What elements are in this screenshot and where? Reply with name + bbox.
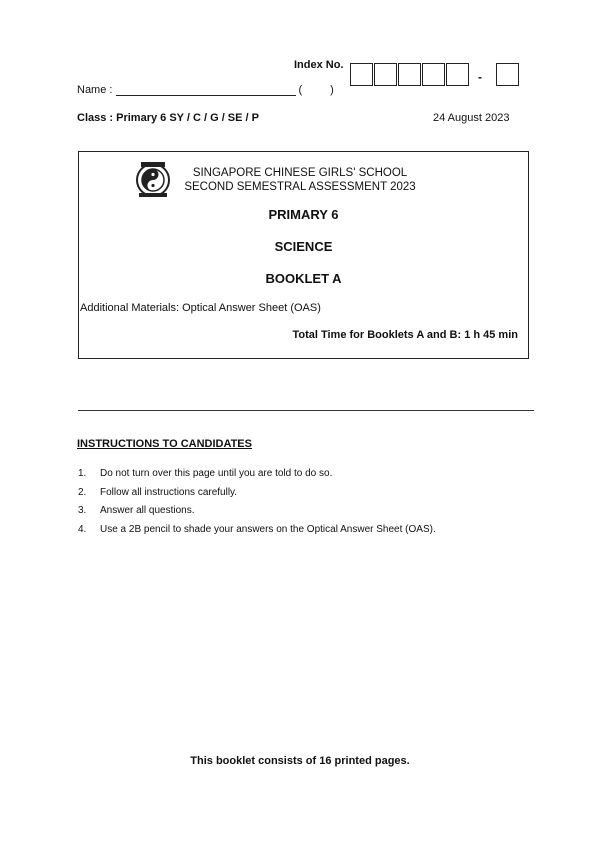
instruction-number: 2. [78,486,87,498]
additional-materials: Additional Materials: Optical Answer Sheet (OAS) [80,302,321,314]
subject-title: SCIENCE [274,239,333,254]
index-suffix-box[interactable] [496,63,519,86]
booklet-title: BOOKLET A [265,271,342,286]
instructions-heading: INSTRUCTIONS TO CANDIDATES [77,438,252,450]
instruction-text: Use a 2B pencil to shade your answers on the Optical Answer Sheet (OAS). [100,523,436,535]
index-digit-box[interactable] [446,63,469,86]
index-digit-box[interactable] [398,63,421,86]
level-title: PRIMARY 6 [268,207,339,222]
instruction-number: 4. [78,523,87,535]
register-number-close-paren: ) [330,84,334,96]
index-digit-box[interactable] [350,63,373,86]
instruction-item [78,524,436,543]
instruction-number: 3. [78,505,87,516]
index-digit-box[interactable] [374,63,397,86]
instruction-item [78,505,436,524]
divider-line [78,410,534,411]
class-line: Class : Primary 6 SY / C / G / SE / P [77,112,259,124]
instruction-item [78,487,436,506]
instruction-number: 1. [78,468,87,479]
index-dash: - [478,70,482,84]
total-time: Total Time for Booklets A and B: 1 h 45 min [292,329,518,341]
index-number-boxes[interactable] [350,63,470,86]
assessment-name: SECOND SEMESTRAL ASSESSMENT 2023 [184,181,416,193]
instructions-list [78,468,436,542]
instruction-text: Answer all questions. [100,505,195,516]
index-digit-box[interactable] [422,63,445,86]
instruction-text: Do not turn over this page until you are told to do so. [100,468,333,479]
name-field-line[interactable] [116,85,296,96]
register-number-open-paren: ( [298,84,303,96]
exam-date: 24 August 2023 [433,112,510,124]
name-row [77,84,334,96]
instruction-text: Follow all instructions carefully. [100,486,238,498]
name-label: Name : [77,84,113,96]
school-heading [150,166,450,194]
index-number-label: Index No. [294,59,344,71]
instruction-item [78,468,436,487]
page-count-note: This booklet consists of 16 printed pages. [190,755,410,767]
school-name: SINGAPORE CHINESE GIRLS' SCHOOL [192,167,408,179]
